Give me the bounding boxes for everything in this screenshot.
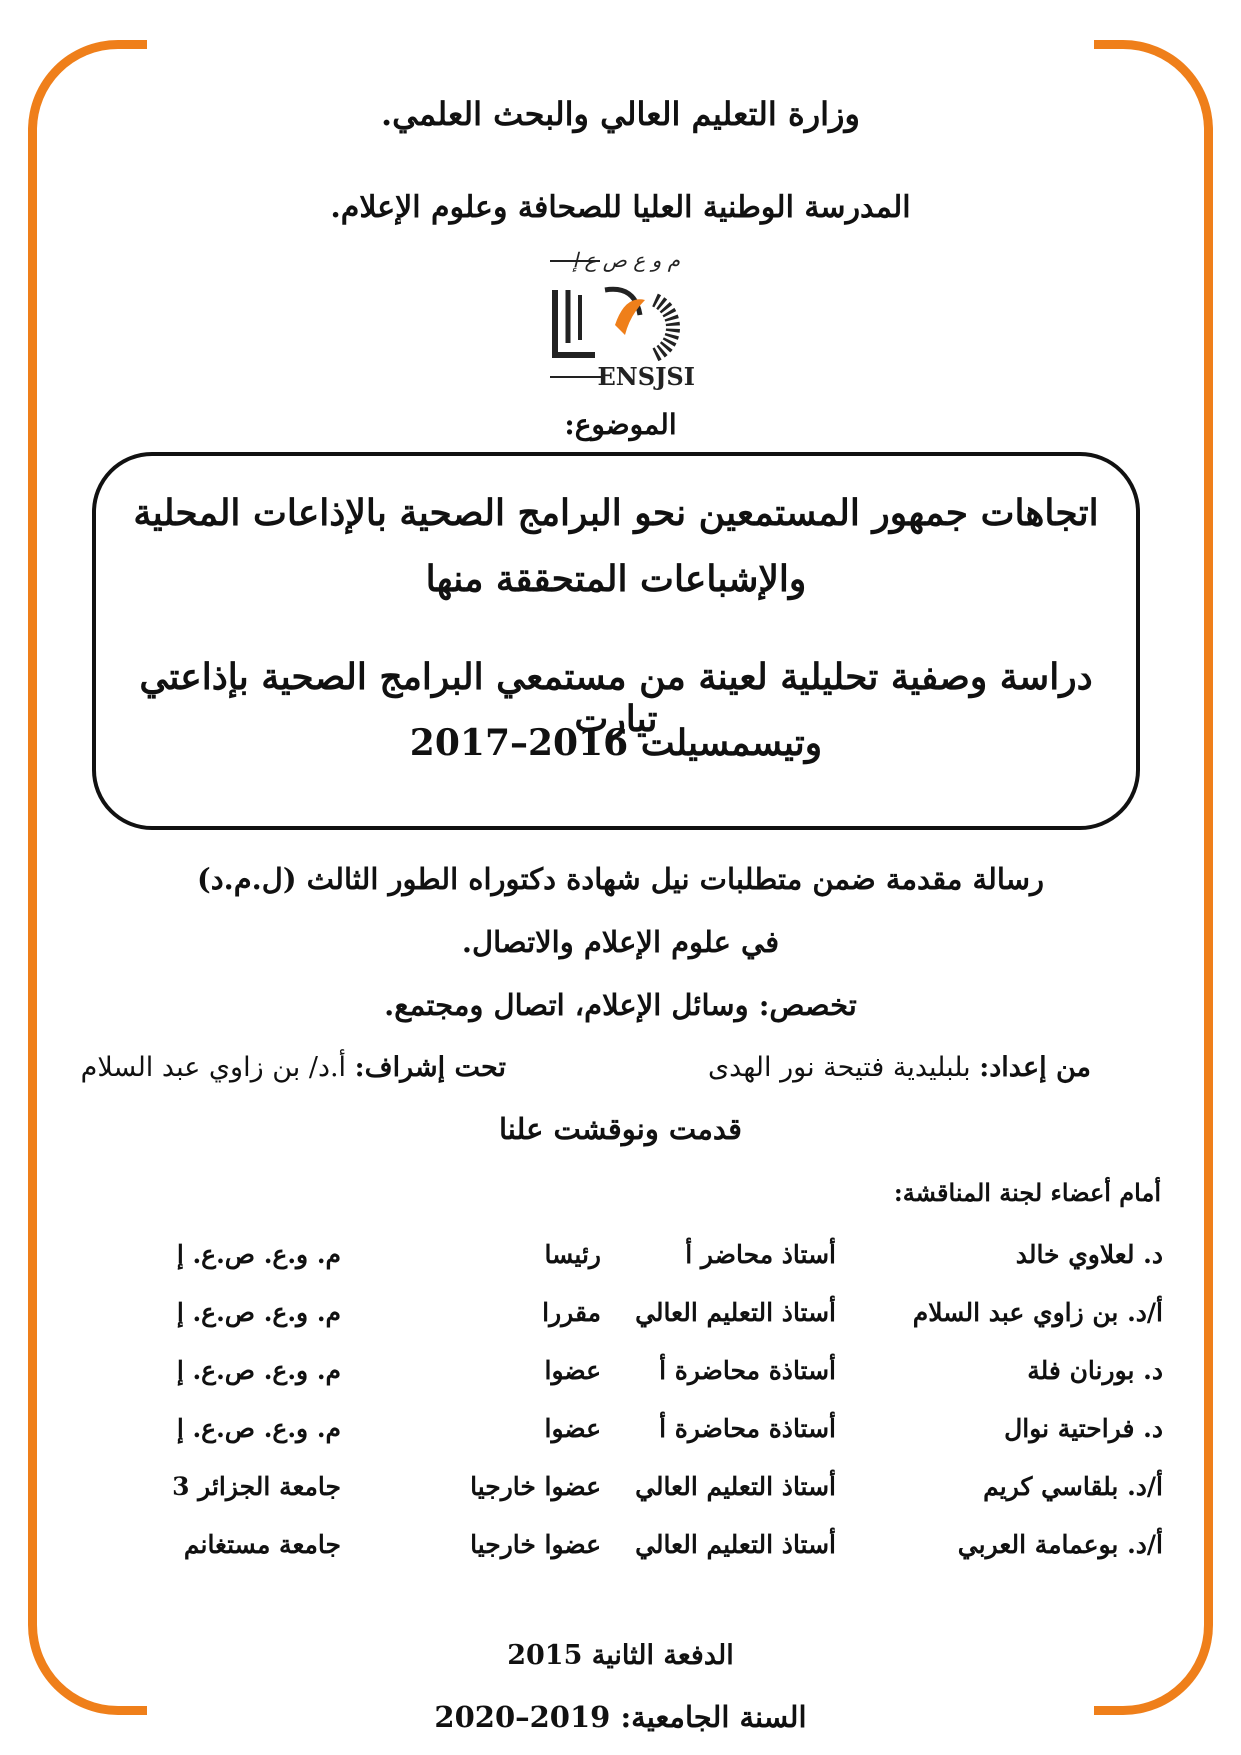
committee-row xyxy=(0,1414,1241,1464)
member-institution: جامعة مستغانم xyxy=(183,1530,341,1559)
ministry-title: وزارة التعليم العالي والبحث العلمي. xyxy=(381,95,860,133)
supervised-by xyxy=(81,1052,506,1083)
member-role: عضوا xyxy=(544,1356,601,1385)
subject-label: الموضوع: xyxy=(564,408,677,441)
member-institution: م. و.ع. ص.ع. إ xyxy=(176,1298,341,1327)
member-name: د. فراحتية نوال xyxy=(1004,1414,1163,1443)
prepared-by xyxy=(708,1052,1091,1083)
committee-row xyxy=(0,1472,1241,1522)
member-role: عضوا خارجيا xyxy=(470,1472,601,1501)
specialization: تخصص: وسائل الإعلام، اتصال ومجتمع. xyxy=(384,988,857,1022)
member-role: رئيسا xyxy=(544,1240,601,1269)
degree-requirement: رسالة مقدمة ضمن متطلبات نيل شهادة دكتوراه الطور الثالث (ل.م.د) xyxy=(196,862,1045,896)
member-name: أ/د. بوعمامة العربي xyxy=(957,1530,1163,1559)
logo-latin-text: ENSJSI xyxy=(597,362,695,391)
member-institution: م. و.ع. ص.ع. إ xyxy=(176,1356,341,1385)
member-rank: أستاذة محاضرة أ xyxy=(659,1414,836,1443)
member-rank: أستاذ التعليم العالي xyxy=(635,1472,836,1501)
committee-row xyxy=(0,1298,1241,1348)
member-rank: أستاذ محاضر أ xyxy=(685,1240,836,1269)
academic-year: السنة الجامعية: 2019–2020 xyxy=(434,1700,807,1734)
committee-row xyxy=(0,1356,1241,1406)
batch-year: الدفعة الثانية 2015 xyxy=(507,1640,734,1671)
member-institution: جامعة الجزائر 3 xyxy=(172,1472,341,1501)
thesis-title-box xyxy=(92,452,1140,830)
member-name: د. لعلاوي خالد xyxy=(1015,1240,1163,1269)
prepared-by-label: من إعداد: xyxy=(979,1052,1091,1083)
thesis-title-line-1: اتجاهات جمهور المستمعين نحو البرامج الصحية بالإذاعات المحلية xyxy=(133,492,1099,534)
thesis-subtitle-line-2: وتيسمسيلت 2016–2017 xyxy=(409,722,823,764)
committee-label: أمام أعضاء لجنة المناقشة: xyxy=(893,1178,1161,1207)
member-role: عضوا xyxy=(544,1414,601,1443)
member-name: د. بورنان فلة xyxy=(1027,1356,1163,1385)
committee-row xyxy=(0,1530,1241,1580)
presented-publicly: قدمت ونوقشت علنا xyxy=(498,1112,743,1146)
committee-row xyxy=(0,1240,1241,1290)
member-institution: م. و.ع. ص.ع. إ xyxy=(176,1240,341,1269)
member-rank: أستاذة محاضرة أ xyxy=(659,1356,836,1385)
supervised-by-name: أ.د/ بن زاوي عبد السلام xyxy=(80,1052,347,1083)
member-role: مقررا xyxy=(542,1298,601,1327)
member-rank: أستاذ التعليم العالي xyxy=(635,1298,836,1327)
member-role: عضوا خارجيا xyxy=(470,1530,601,1559)
logo-arabic-text: م و ع ص ع إ xyxy=(572,248,680,272)
thesis-subtitle-line-1: دراسة وصفية تحليلية لعينة من مستمعي البرامج الصحية بإذاعتي تيارت xyxy=(139,656,1093,740)
supervised-by-label: تحت إشراف: xyxy=(354,1052,506,1083)
ensjsi-logo xyxy=(530,245,705,395)
member-institution: م. و.ع. ص.ع. إ xyxy=(176,1414,341,1443)
thesis-title-line-2: والإشباعات المتحققة منها xyxy=(425,558,807,600)
school-title: المدرسة الوطنية العليا للصحافة وعلوم الإعلام. xyxy=(330,190,911,225)
member-name: أ/د. بن زاوي عبد السلام xyxy=(912,1298,1163,1327)
field-of-study: في علوم الإعلام والاتصال. xyxy=(461,925,780,959)
member-name: أ/د. بلقاسي كريم xyxy=(983,1472,1163,1501)
member-rank: أستاذ التعليم العالي xyxy=(635,1530,836,1559)
prepared-by-name: بلبليدية فتيحة نور الهدى xyxy=(708,1052,971,1083)
